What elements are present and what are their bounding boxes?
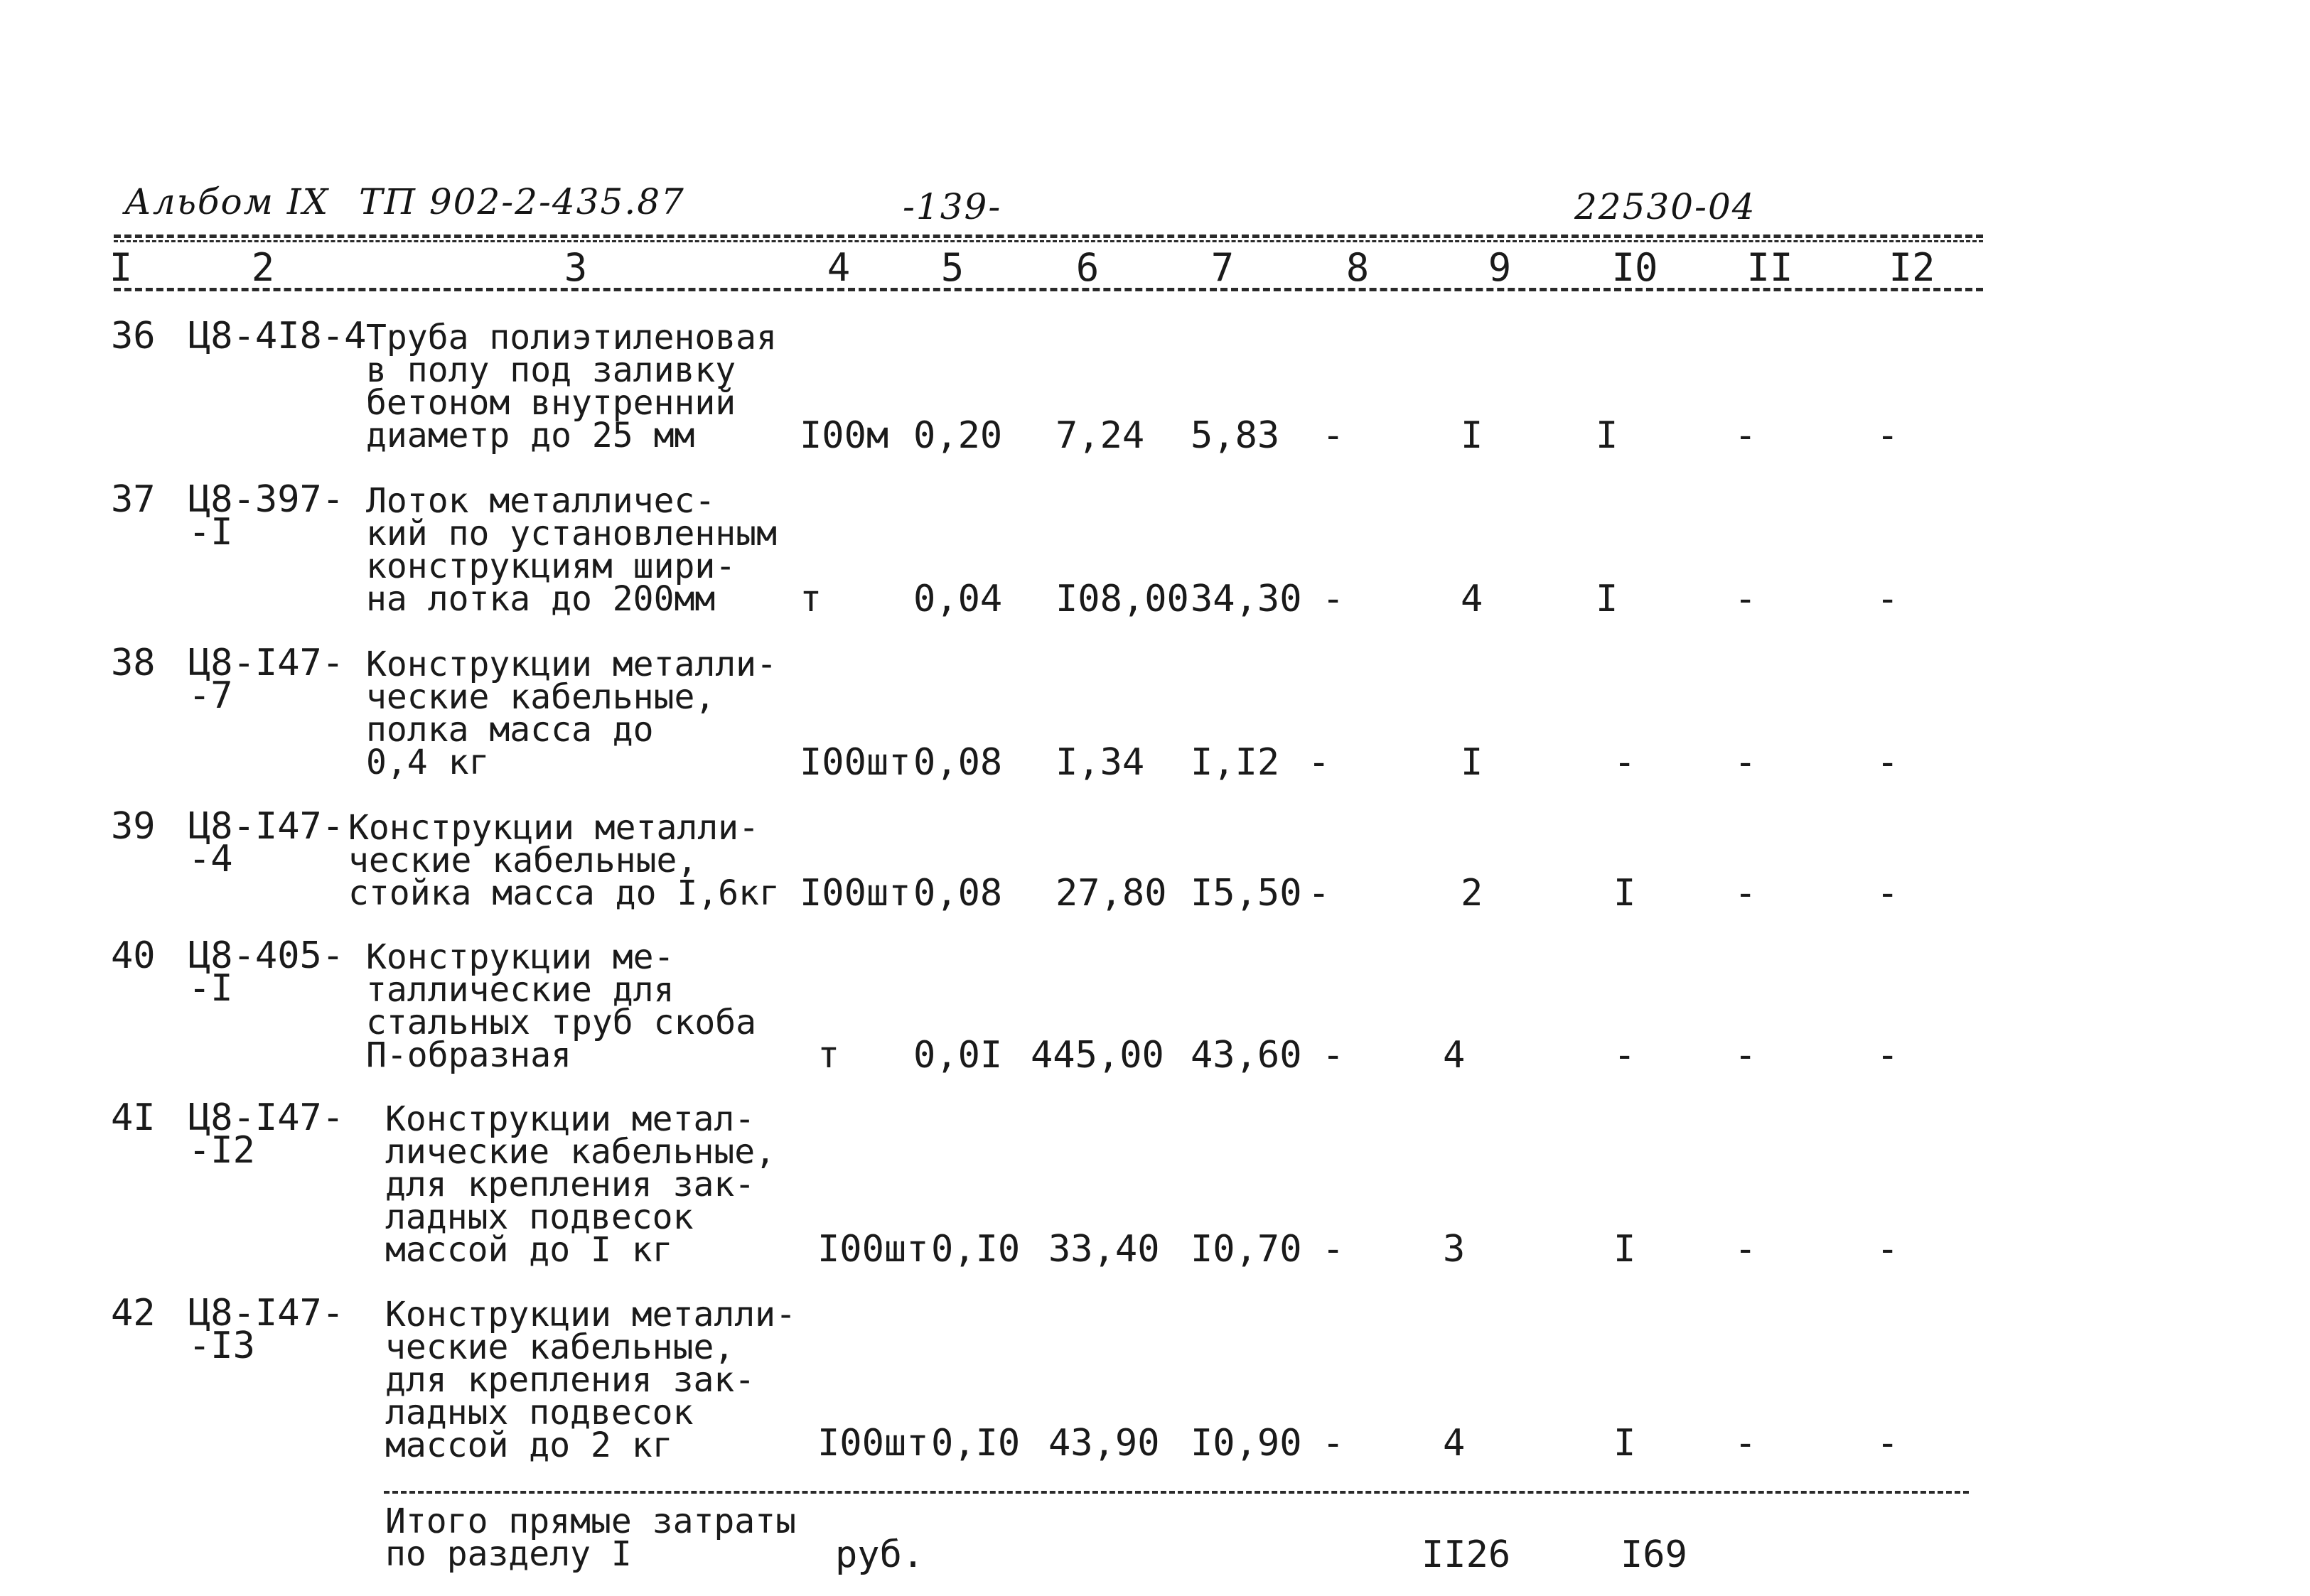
col-head-1: I: [109, 245, 133, 290]
project-code: ТП 902-2-435.87: [359, 181, 685, 222]
col-head-10: I0: [1611, 245, 1658, 290]
col-head-11: II: [1746, 245, 1793, 290]
row-col9: 3: [1443, 1228, 1466, 1271]
header-rule-bottom: [114, 288, 1983, 291]
row-col8: -: [1308, 872, 1331, 915]
row-quantity: 0,04: [913, 578, 1003, 620]
row-col9: 2: [1461, 872, 1483, 915]
row-col6: 7,24: [1055, 414, 1145, 457]
col-head-8: 8: [1345, 245, 1370, 290]
row-unit: I00шт: [817, 1228, 929, 1271]
row-unit: т: [800, 578, 822, 620]
row-col12: -: [1876, 1034, 1899, 1077]
total-col10: I69: [1621, 1533, 1687, 1576]
col-head-12: I2: [1889, 245, 1935, 290]
row-col10: -: [1613, 741, 1636, 784]
row-quantity: 0,08: [913, 741, 1003, 784]
row-description: Конструкции метал- лические кабельные, для крепления зак- ладных подвесок массой до I кг: [385, 1099, 776, 1270]
total-col9: II26: [1422, 1533, 1511, 1576]
row-col8: -: [1322, 578, 1345, 620]
row-col10: I: [1613, 872, 1636, 915]
row-description: Лоток металличес- кий по установленным конструкциям шири- на лотка до 200мм: [366, 481, 777, 619]
row-quantity: 0,08: [913, 872, 1003, 915]
row-col7: 43,60: [1191, 1034, 1302, 1077]
row-col11: -: [1734, 578, 1757, 620]
estimate-table: [107, 0, 1990, 1596]
row-col12: -: [1876, 578, 1899, 620]
row-col8: -: [1322, 414, 1345, 457]
row-col7: 5,83: [1191, 414, 1280, 457]
row-col8: -: [1322, 1228, 1345, 1271]
header-rule-top: [114, 234, 1983, 238]
row-description: Конструкции металли- ческие кабельные, для крепления зак- ладных подвесок массой до 2 кг: [385, 1295, 796, 1465]
row-col9: 4: [1443, 1034, 1466, 1077]
row-description: Конструкции металли- ческие кабельные, полка масса до 0,4 кг: [366, 645, 777, 782]
row-code: Ц8-I47- -7: [188, 642, 345, 717]
row-description: Труба полиэтиленовая в полу под заливку бетоном внутренний диаметр до 25 мм: [366, 318, 777, 455]
total-description: Итого прямые затраты по разделу I: [385, 1501, 796, 1574]
row-unit: т: [817, 1034, 840, 1077]
row-col7: I5,50: [1191, 872, 1302, 915]
row-number: 39: [111, 805, 156, 848]
row-code: Ц8-I47- -I2: [188, 1096, 345, 1172]
row-col11: -: [1734, 1422, 1757, 1465]
row-unit: I00шт: [800, 741, 911, 784]
row-col10: I: [1613, 1422, 1636, 1465]
row-col9: 4: [1443, 1422, 1466, 1465]
row-description: Конструкции металли- ческие кабельные, стойка масса до I,6кг: [348, 808, 780, 913]
row-col8: -: [1322, 1422, 1345, 1465]
row-unit: I00м: [800, 414, 889, 457]
row-col6: I,34: [1055, 741, 1145, 784]
col-head-4: 4: [827, 245, 851, 290]
total-rule: [384, 1491, 1969, 1494]
col-head-3: 3: [564, 245, 588, 290]
row-quantity: 0,20: [913, 414, 1003, 457]
row-code: Ц8-I47- -4: [188, 805, 345, 880]
row-col10: I: [1596, 578, 1618, 620]
document-code: 22530-04: [1574, 186, 1756, 227]
col-head-9: 9: [1488, 245, 1512, 290]
row-col7: I0,90: [1191, 1422, 1302, 1465]
row-number: 37: [111, 478, 156, 521]
row-number: 38: [111, 642, 156, 684]
row-unit: I00шт: [817, 1422, 929, 1465]
row-col9: 4: [1461, 578, 1483, 620]
row-unit: I00шт: [800, 872, 911, 915]
row-col11: -: [1734, 1228, 1757, 1271]
row-number: 40: [111, 934, 156, 977]
col-head-7: 7: [1210, 245, 1235, 290]
row-col9: I: [1461, 741, 1483, 784]
row-col11: -: [1734, 872, 1757, 915]
row-code: Ц8-405- -I: [188, 934, 345, 1010]
col-head-6: 6: [1075, 245, 1100, 290]
row-col6: 27,80: [1055, 872, 1167, 915]
row-col11: -: [1734, 741, 1757, 784]
row-code: Ц8-4I8-4: [188, 315, 367, 357]
row-quantity: 0,I0: [931, 1228, 1021, 1271]
row-col7: I0,70: [1191, 1228, 1302, 1271]
row-quantity: 0,0I: [913, 1034, 1003, 1077]
row-col6: 33,40: [1048, 1228, 1160, 1271]
row-col10: I: [1596, 414, 1618, 457]
row-number: 4I: [111, 1096, 156, 1139]
row-col7: 34,30: [1191, 578, 1302, 620]
total-unit: руб.: [835, 1533, 925, 1576]
row-col12: -: [1876, 741, 1899, 784]
row-col10: I: [1613, 1228, 1636, 1271]
row-col12: -: [1876, 872, 1899, 915]
row-col6: 43,90: [1048, 1422, 1160, 1465]
page-number: -139-: [903, 186, 1002, 227]
row-col7: I,I2: [1191, 741, 1280, 784]
row-col6: I08,00: [1055, 578, 1189, 620]
row-number: 42: [111, 1292, 156, 1335]
row-col8: -: [1322, 1034, 1345, 1077]
row-col12: -: [1876, 1422, 1899, 1465]
row-col8: -: [1308, 741, 1331, 784]
col-head-2: 2: [251, 245, 275, 290]
row-col11: -: [1734, 414, 1757, 457]
row-description: Конструкции ме- таллические для стальных труб скоба П-образная: [366, 937, 757, 1075]
row-col9: I: [1461, 414, 1483, 457]
album-label: Альбом IX: [124, 181, 330, 222]
row-col12: -: [1876, 414, 1899, 457]
header-rule-top-2: [114, 240, 1983, 242]
row-quantity: 0,I0: [931, 1422, 1021, 1465]
row-code: Ц8-397- -I: [188, 478, 345, 554]
row-col10: -: [1613, 1034, 1636, 1077]
row-col12: -: [1876, 1228, 1899, 1271]
row-col11: -: [1734, 1034, 1757, 1077]
row-code: Ц8-I47- -I3: [188, 1292, 345, 1367]
col-head-5: 5: [940, 245, 965, 290]
row-number: 36: [111, 315, 156, 357]
row-col6: 445,00: [1031, 1034, 1164, 1077]
